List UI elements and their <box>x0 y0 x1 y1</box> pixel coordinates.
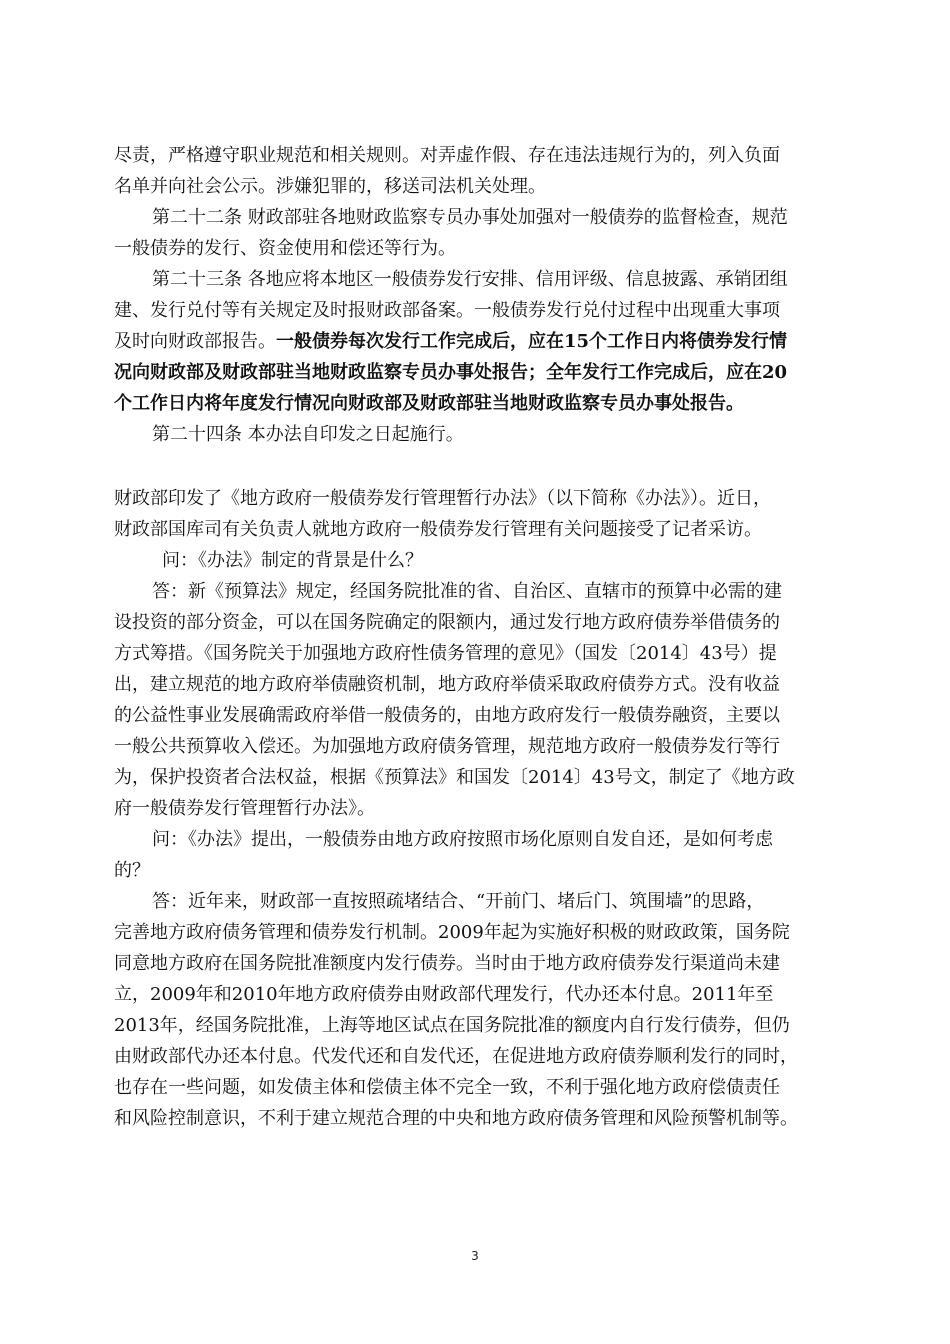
bold-text-line: 况向财政部及财政部驻当地财政监察专员办事处报告；全年发行工作完成后，应在20 <box>114 362 788 383</box>
text-line: 为，保护投资者合法权益，根据《预算法》和国发〔2014〕43号文，制定了《地方政 <box>114 767 795 788</box>
text-line: 由财政部代办还本付息。代发代还和自发代还，在促进地方政府债券顺利发行的同时， <box>114 1046 798 1067</box>
text-line: 和风险控制意识，不利于建立规范合理的中央和地方政府债务管理和风险预警机制等。 <box>114 1108 798 1129</box>
text-line: 府一般债券发行管理暂行办法》。 <box>114 798 375 819</box>
page-number: 3 <box>471 1249 479 1263</box>
text-line: 同意地方政府在国务院批准额度内发行债券。当时由于地方政府债券发行渠道尚未建 <box>114 953 780 974</box>
text-line: 一般债券的发行、资金使用和偿还等行为。 <box>114 238 456 259</box>
text-line: 方式筹措。《国务院关于加强地方政府性债务管理的意见》（国发〔2014〕43号）提 <box>114 643 777 664</box>
text-line: 财政部印发了《地方政府一般债券发行管理暂行办法》（以下简称《办法》）。近日， <box>114 488 771 509</box>
article-23-line: 第二十三条 各地应将本地区一般债券发行安排、信用评级、信息披露、承销团组 <box>152 269 788 290</box>
text-line: 也存在一些问题，如发债主体和偿债主体不完全一致，不利于强化地方政府偿债责任 <box>114 1077 780 1098</box>
text-line: 出，建立规范的地方政府举债融资机制，地方政府举债采取政府债券方式。没有收益 <box>114 674 780 695</box>
text-line: 立，2009年和2010年地方政府债券由财政部代理发行，代办还本付息。2011年至 <box>114 984 774 1005</box>
question-line: 问：《办法》制定的背景是什么？ <box>162 550 423 571</box>
bold-text-line: 个工作日内将年度发行情况向财政部及财政部驻当地财政监察专员办事处报告。 <box>114 393 744 414</box>
question-line: 问：《办法》提出，一般债券由地方政府按照市场化原则自发自还，是如何考虑 <box>152 829 773 850</box>
text-line: 财政部国库司有关负责人就地方政府一般债券发行管理有关问题接受了记者采访。 <box>114 519 762 540</box>
text-line: 设投资的部分资金，可以在国务院确定的限额内，通过发行地方政府债券举借债务的 <box>114 612 780 633</box>
article-22-line: 第二十二条 财政部驻各地财政监察专员办事处加强对一般债券的监督检查，规范 <box>152 207 788 228</box>
text-line: 的？ <box>114 860 150 881</box>
text-segment: 及时向财政部报告。 <box>114 331 276 352</box>
interview-section <box>114 483 838 1134</box>
text-line: 完善地方政府债务管理和债券发行机制。2009年起为实施好积极的财政政策，国务院 <box>114 922 790 943</box>
bold-text-segment: 一般债券每次发行工作完成后，应在15个工作日内将债券发行情 <box>276 331 788 352</box>
text-line: 一般公共预算收入偿还。为加强地方政府债务管理，规范地方政府一般债券发行等行 <box>114 736 780 757</box>
text-line: 尽责，严格遵守职业规范和相关规则。对弄虚作假、存在违法违规行为的，列入负面 <box>114 145 780 166</box>
text-line-mixed <box>114 326 838 357</box>
text-line: 2013年，经国务院批准，上海等地区试点在国务院批准的额度内自行发行债券，但仍 <box>114 1015 790 1036</box>
document-body <box>114 140 838 1134</box>
text-line: 建、发行兑付等有关规定及时报财政部备案。一般债券发行兑付过程中出现重大事项 <box>114 300 780 321</box>
text-line: 名单并向社会公示。涉嫌犯罪的，移送司法机关处理。 <box>114 176 546 197</box>
answer-line: 答：近年来，财政部一直按照疏堵结合、“开前门、堵后门、筑围墙”的思路， <box>152 891 765 912</box>
answer-line: 答：新《预算法》规定，经国务院批准的省、自治区、直辖市的预算中必需的建 <box>152 581 782 602</box>
paragraph-gap <box>114 450 838 483</box>
regulation-section <box>114 140 838 450</box>
text-line: 的公益性事业发展确需政府举借一般债务的，由地方政府发行一般债券融资，主要以 <box>114 705 780 726</box>
article-24-line: 第二十四条 本办法自印发之日起施行。 <box>152 424 464 445</box>
